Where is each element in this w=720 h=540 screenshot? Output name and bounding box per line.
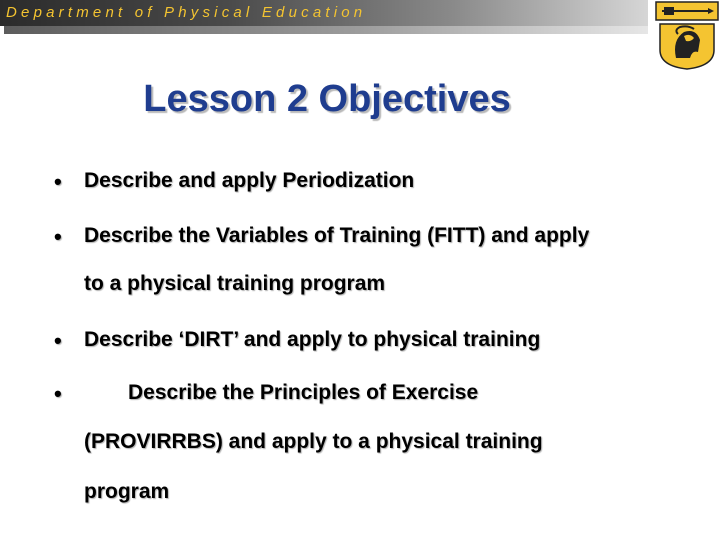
bullet-marker: •: [54, 381, 62, 406]
header-title: Department of Physical Education: [6, 4, 367, 21]
objective-4-line-3: program: [84, 480, 170, 503]
objective-4-line-1: Describe the Principles of Exercise: [128, 381, 479, 404]
header-shadow: [4, 26, 648, 34]
objective-2-line-1: Describe the Variables of Training (FITT) and apply: [84, 224, 590, 247]
header-bar: [0, 0, 648, 26]
bullet-marker: •: [54, 328, 62, 353]
objective-4-line-2: (PROVIRRBS) and apply to a physical training: [84, 430, 543, 453]
objective-3-line-1: Describe ‘DIRT’ and apply to physical training: [84, 328, 541, 351]
objective-2-line-2: to a physical training program: [84, 272, 386, 295]
helmet-sword-crest-icon: [654, 0, 720, 70]
objective-1-line-1: Describe and apply Periodization: [84, 169, 415, 192]
bullet-marker: •: [54, 224, 62, 249]
bullet-marker: •: [54, 169, 62, 194]
page-title: Lesson 2 Objectives: [143, 78, 511, 120]
